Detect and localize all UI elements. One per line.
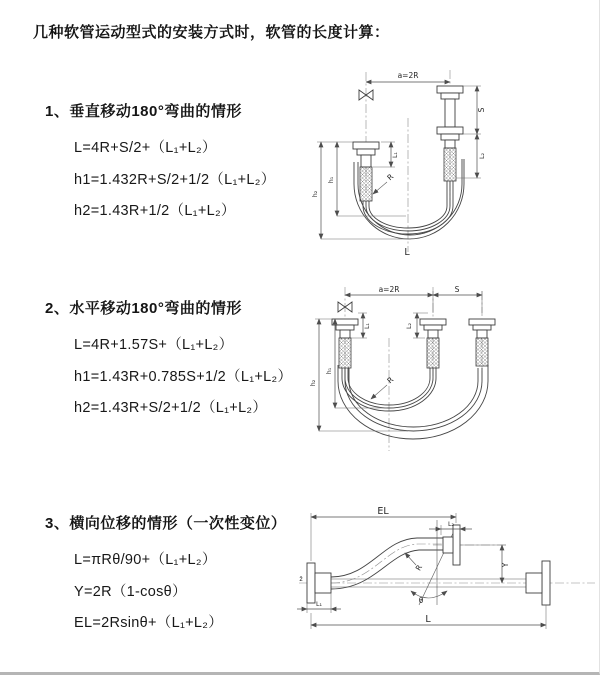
angle-construction [411,520,455,605]
dimension-y [460,545,510,583]
radius-callout [405,553,424,572]
left-pipe-fitting [332,319,358,368]
hose-s-curve [331,538,443,589]
formula-length: L=4R+1.57S+（L₁+L₂） [74,337,234,353]
radius-label: R [385,172,396,183]
dim-label-a2r: a=2R [397,71,419,80]
dim-label-h1: h₁ [326,367,333,375]
diagram-2-drawing [303,283,600,463]
dim-label-l1: L₁ [392,151,399,159]
theta-label: θ [418,596,424,605]
section-horizontal-movement [45,297,292,429]
dim-label-a2r: a=2R [378,285,400,294]
section-2-heading: 2、水平移动180°弯曲的情形 [45,300,242,317]
formula-length: L=πRθ/90+（L₁+L₂） [74,552,217,568]
page-title: 几种软管运动型式的安装方式时，软管的长度计算： [33,24,390,41]
dim-label-l: L [425,614,431,625]
dimension-span [366,71,450,82]
right-flange-original [526,561,550,605]
dim-label-h1: h₁ [328,176,335,184]
right-pipe-fitting [469,319,495,366]
formula-h2: h2=1.43R+1/2（L₁+L₂） [74,203,236,219]
formula-y: Y=2R（1-cosθ） [74,583,187,600]
diagram-lateral-displacement [295,503,600,651]
right-flange-displaced [443,525,460,565]
diagram-horizontal-180-bend [303,283,600,463]
middle-pipe-fitting [420,319,446,368]
radius-label: R [385,375,396,386]
dimension-length [311,605,546,629]
dimension-l1 [297,593,341,613]
dim-label-l2: L₂ [447,521,455,528]
hose-u-bend [338,365,488,439]
section-3-heading: 3、横向位移的情形（一次性变位） [45,515,287,532]
diagram-vertical-180-bend [303,66,595,262]
dim-label-l1: L₁ [315,601,323,608]
diagram-3-drawing [295,503,600,651]
dim-label-h2: h₂ [310,379,317,387]
formula-h1: h1=1.43R+0.785S+1/2（L₁+L₂） [74,368,293,385]
dim-label-h2: h₂ [312,190,319,198]
dim-label-s: S [454,285,460,294]
dim-label-l1: L₁ [364,322,371,330]
dim-label-l2: L₂ [479,152,486,160]
formula-h2: h2=1.43R+S/2+1/2（L₁+L₂） [74,400,268,416]
dim-label-l2: L₂ [406,322,413,330]
length-label: L [404,247,410,258]
dim-label-s: S [477,107,486,113]
dim-label-el: EL [377,506,389,517]
diagram-1-drawing [303,66,595,262]
formula-h1: h1=1.432R+S/2+1/2（L₁+L₂） [74,171,276,188]
section-1-heading: 1、垂直移动180°弯曲的情形 [45,103,242,120]
section-vertical-movement [45,100,276,232]
formula-length: L=4R+S/2+（L₁+L₂） [74,140,217,156]
left-flange [307,563,331,603]
dim-label-y: Y [501,562,510,568]
dimension-l2 [429,521,472,535]
right-pipe-fitting [437,86,463,181]
dimension-span [345,285,482,313]
dimension-el [311,506,456,561]
datum-label: z̄ [299,576,303,583]
section-lateral-displacement [45,512,286,644]
radius-callout [371,375,395,399]
radius-label: R [413,563,425,573]
dimension-h2 [310,319,408,431]
radius-callout [373,172,395,194]
formula-el: EL=2Rsinθ+（L₁+L₂） [74,615,224,631]
